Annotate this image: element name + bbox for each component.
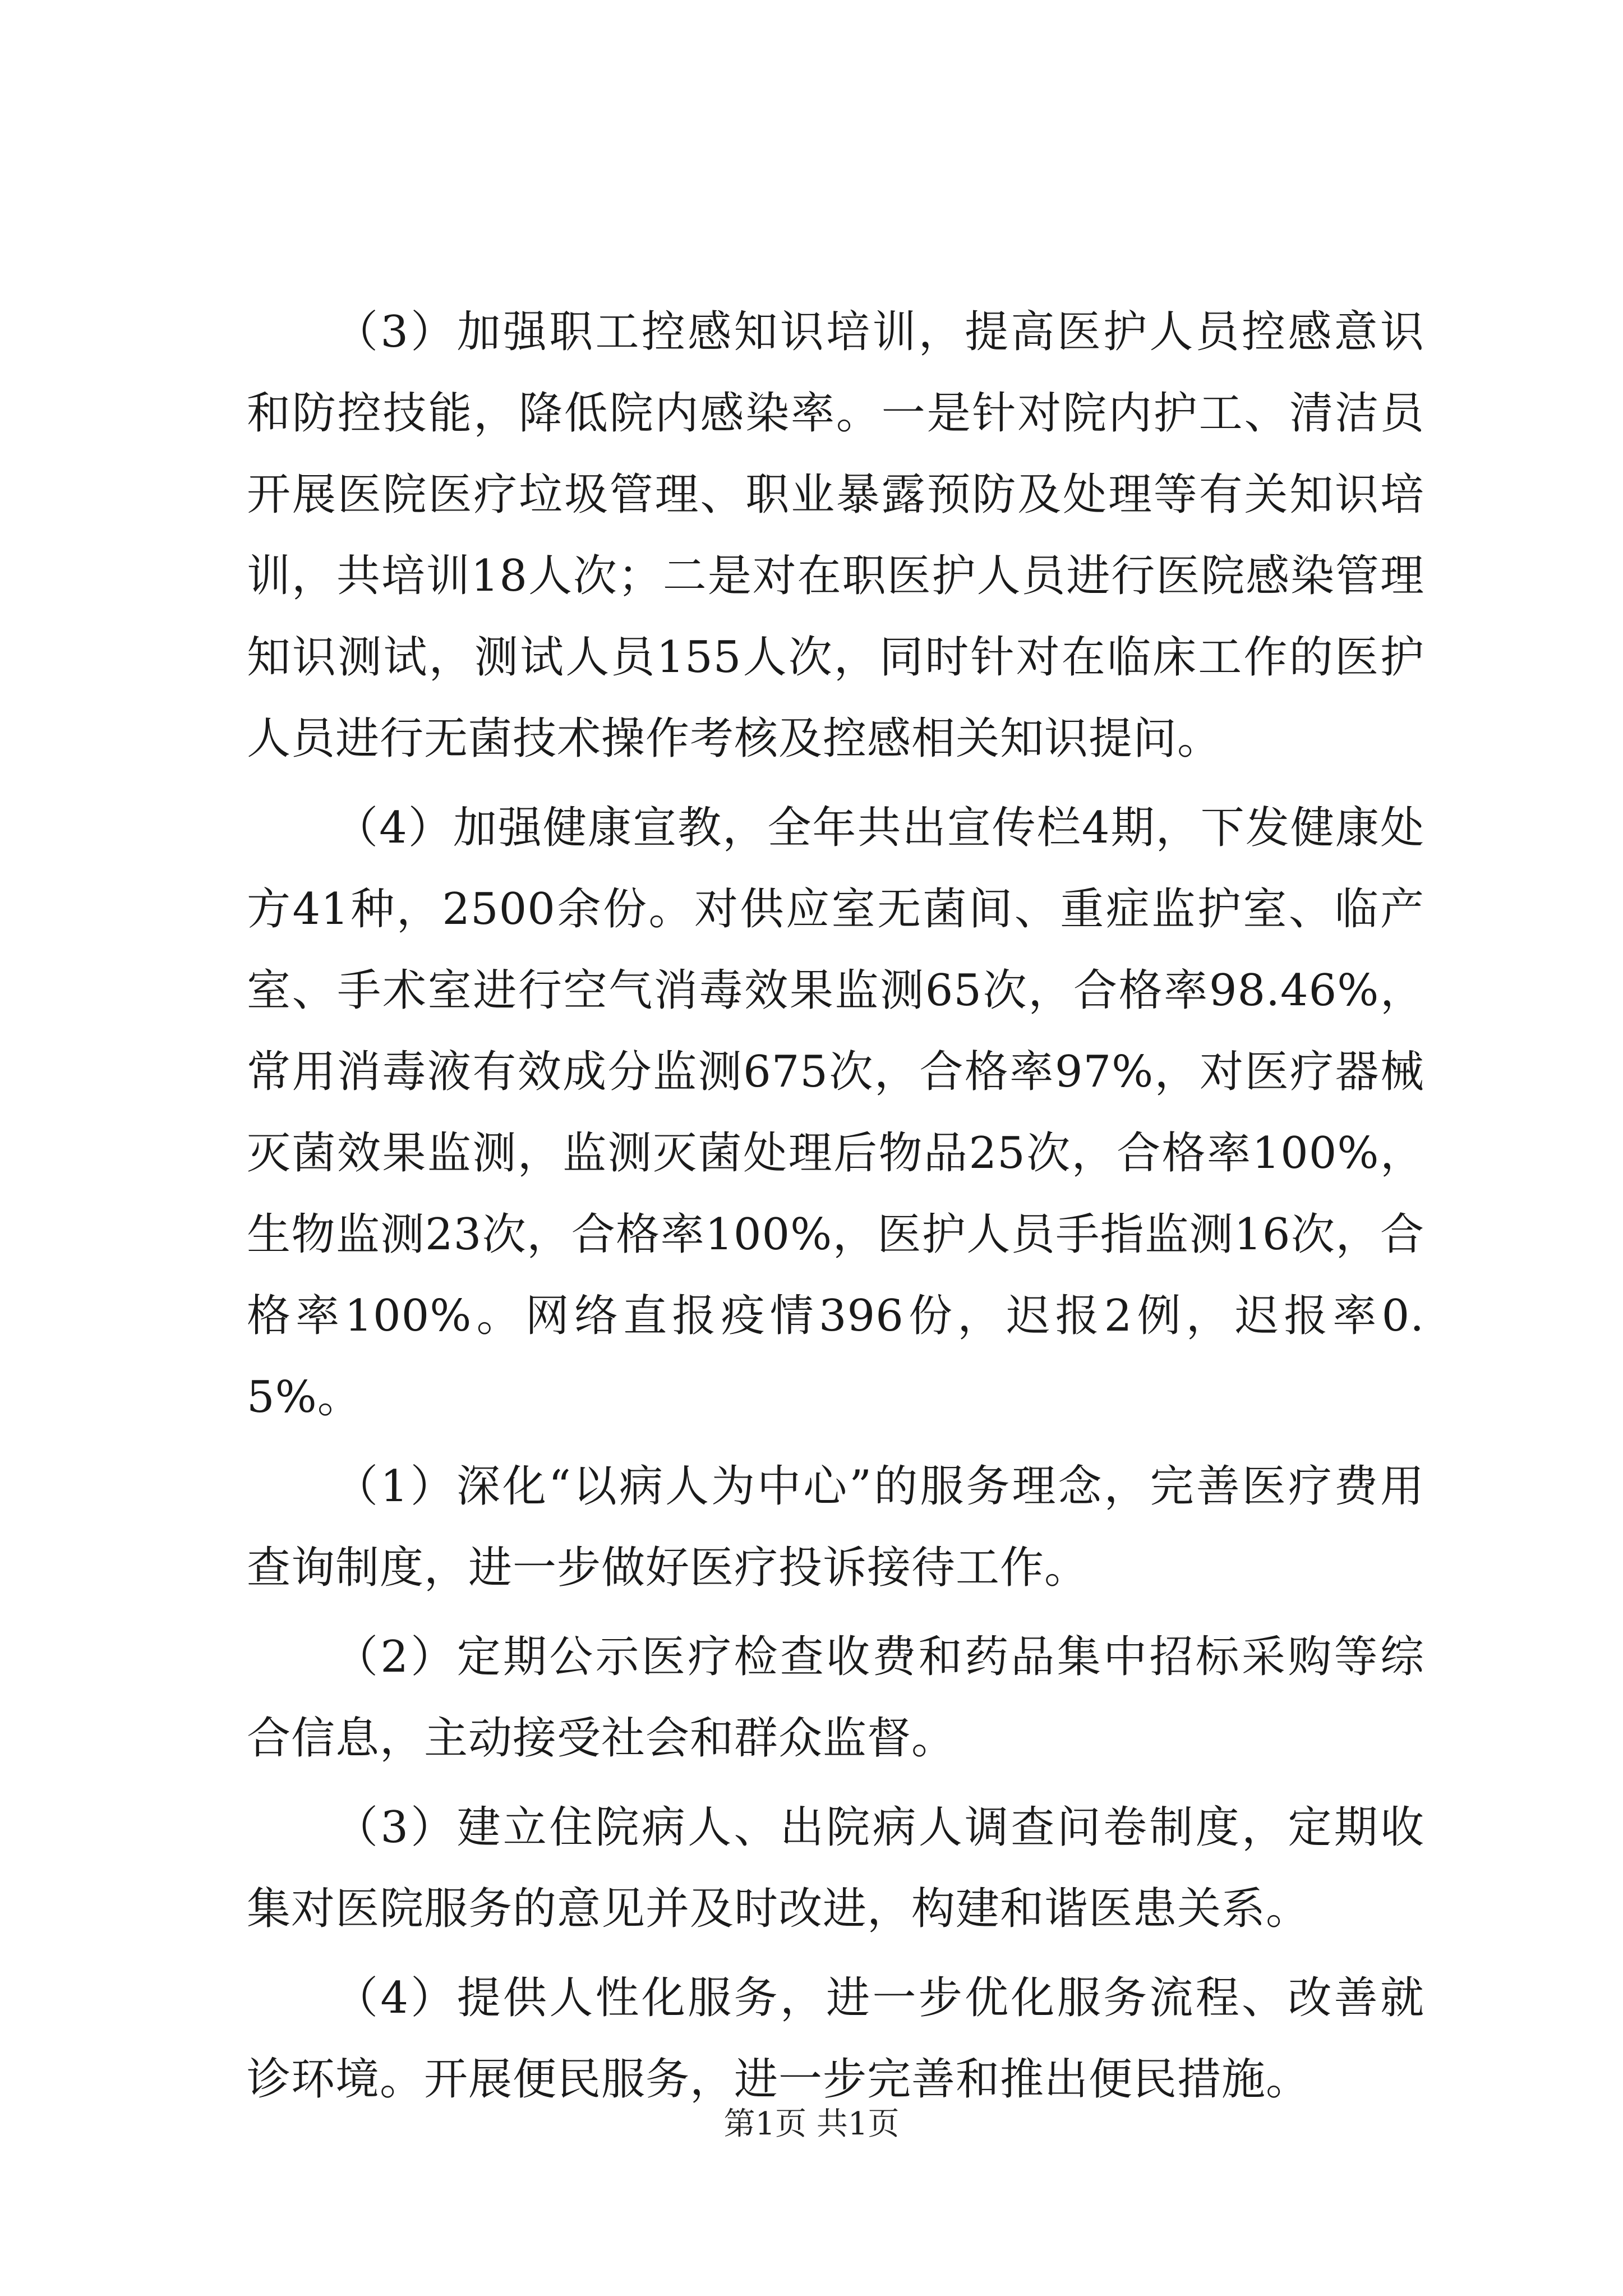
page-footer: 第1页 共1页 <box>723 2106 900 2142</box>
paragraph-training: （3）加强职工控感知识培训，提高医护人员控感意识和防控技能，降低院内感染率。一是针对院内护工、清洁员开展医院医疗垃圾管理、职业暴露预防及处理等有关知识培训，共培训18人次；二是对在职医护人员进行医院感染管理知识测试，测试人员155人次，同时针对在临床工作的医护人员进行无菌技术操作考核及控感相关知识提问。 <box>247 307 1424 764</box>
paragraph-humanized-service: （4）提供人性化服务，进一步优化服务流程、改善就诊环境。开展便民服务，进一步完善和推出便民措施。 <box>247 1973 1424 2105</box>
document-body <box>247 292 1424 2128</box>
paragraph-health-education: （4）加强健康宣教，全年共出宣传栏4期，下发健康处方41种，2500余份。对供应室无菌间、重症监护室、临产室、手术室进行空气消毒效果监测65次，合格率98.46%，常用消毒液有效成分监测675次，合格率97%，对医疗器械灭菌效果监测，监测灭菌处理后物品25次，合格率100%，生物监测23次，合格率100%，医护人员手指监测16次，合格率100%。网络直报疫情396份，迟报2例，迟报率0.5%。 <box>247 803 1424 1423</box>
paragraph-survey-system: （3）建立住院病人、出院病人调查问卷制度，定期收集对医院服务的意见并及时改进，构建和谐医患关系。 <box>247 1802 1424 1934</box>
paragraph-public-disclosure: （2）定期公示医疗检查收费和药品集中招标采购等综合信息，主动接受社会和群众监督。 <box>247 1632 1424 1764</box>
paragraph-patient-centered: （1）深化“以病人为中心”的服务理念，完善医疗费用查询制度，进一步做好医疗投诉接待工作。 <box>247 1461 1424 1593</box>
